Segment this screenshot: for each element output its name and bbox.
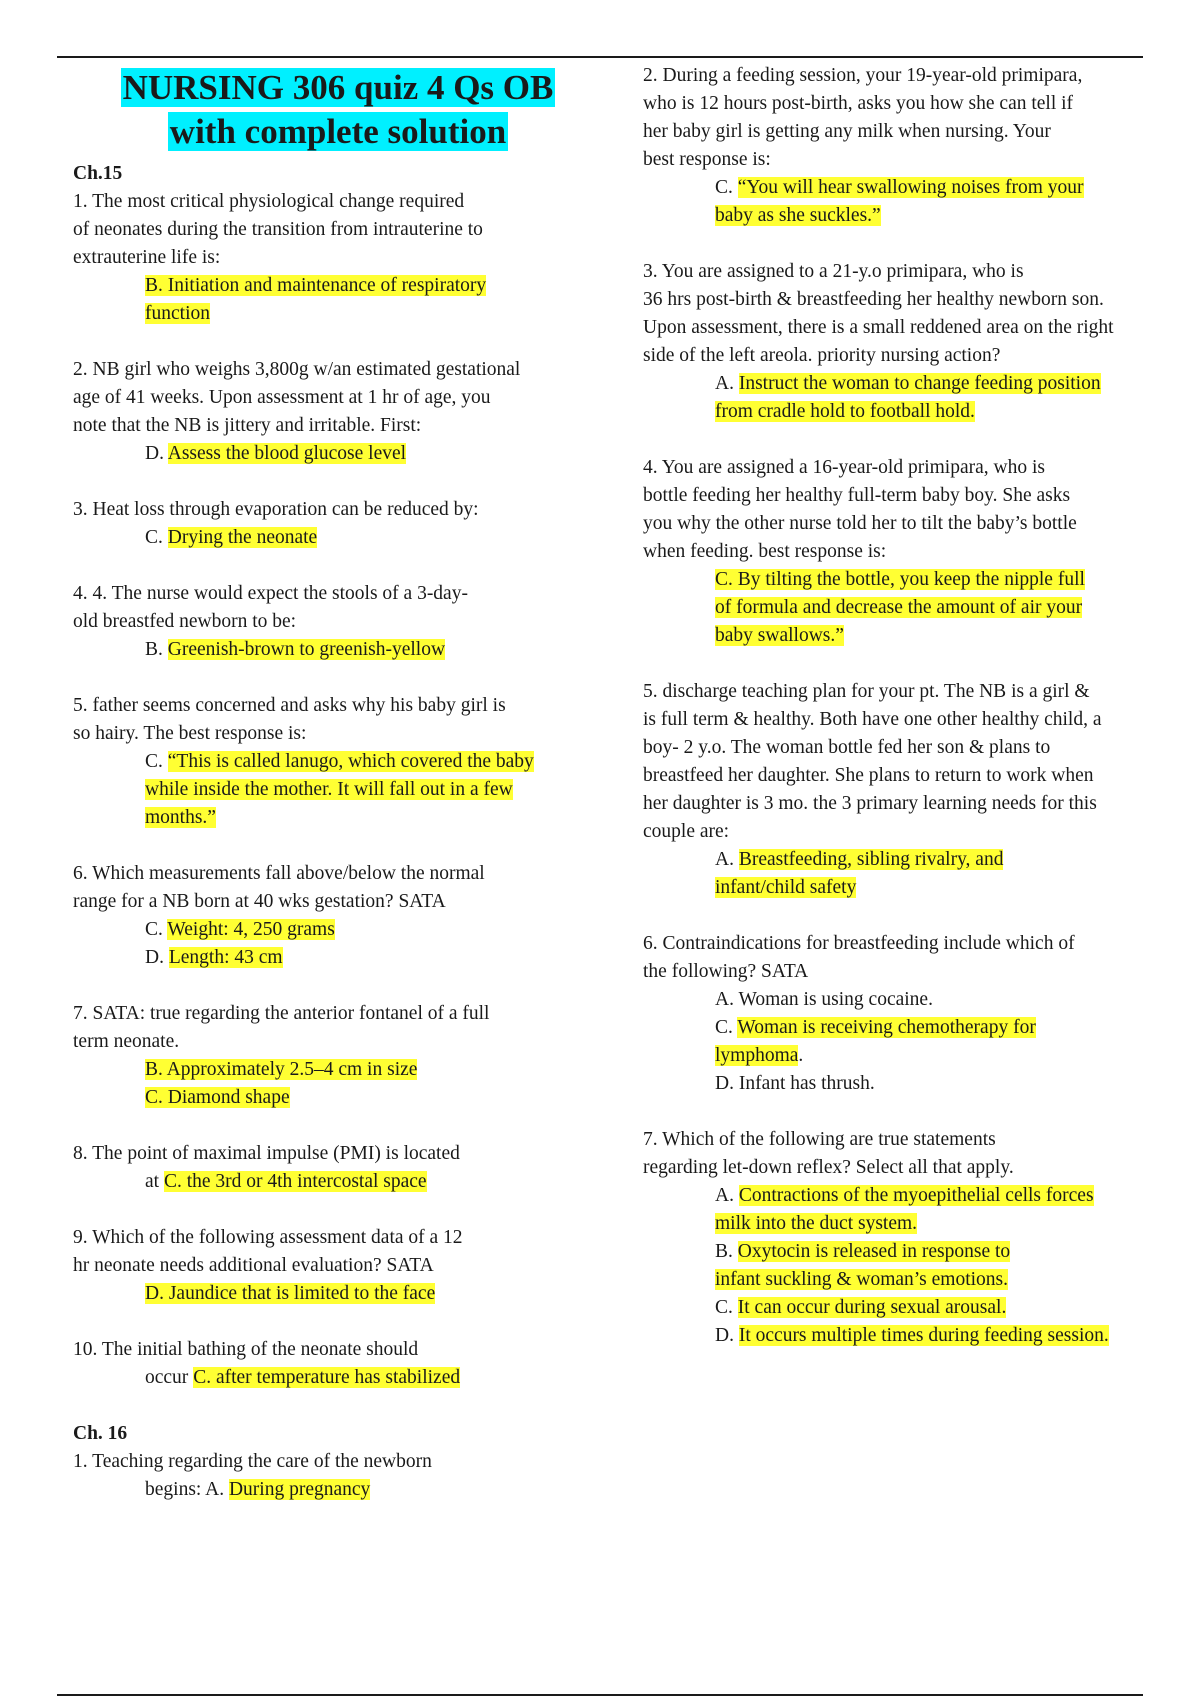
answer: D. Length: 43 cm (145, 947, 283, 968)
question-text: when feeding. best response is: (643, 541, 887, 562)
title-line-2: with complete solution (169, 112, 507, 151)
question-text: the following? SATA (643, 961, 809, 982)
answer: C. “You will hear swallowing noises from your (715, 177, 1084, 198)
left-column (73, 62, 603, 1532)
ch16-question-3 (643, 258, 1183, 426)
question-text: so hairy. The best response is: (73, 723, 307, 744)
answer: infant/child safety (715, 877, 857, 898)
answer: C. By tilting the bottle, you keep the nipple full (715, 569, 1085, 590)
question-text: 2. During a feeding session, your 19-year-old primipara, (643, 65, 1083, 86)
ch16-question-4 (643, 454, 1183, 650)
answer: A. Breastfeeding, sibling rivalry, and (715, 849, 1004, 870)
ch16-question-6 (643, 930, 1183, 1098)
answer: from cradle hold to football hold. (715, 401, 975, 422)
answer: D. Assess the blood glucose level (145, 443, 407, 464)
question-text: side of the left areola. priority nursing action? (643, 345, 1001, 366)
answer: C. “This is called lanugo, which covered the baby (145, 751, 534, 772)
answer: lymphoma. (715, 1045, 804, 1066)
question-text: regarding let-down reflex? Select all that apply. (643, 1157, 1014, 1178)
bottom-rule (57, 1694, 1143, 1696)
top-rule (57, 56, 1143, 58)
question-text: who is 12 hours post-birth, asks you how she can tell if (643, 93, 1074, 114)
question-4 (73, 580, 603, 664)
question-text: 9. Which of the following assessment data of a 12 (73, 1227, 463, 1248)
question-text: range for a NB born at 40 wks gestation? SATA (73, 891, 446, 912)
answer: milk into the duct system. (715, 1213, 918, 1234)
answer: begins: A. During pregnancy (145, 1479, 371, 1500)
question-10 (73, 1336, 603, 1392)
answer: B. Oxytocin is released in response to (715, 1241, 1011, 1262)
question-text: 8. The point of maximal impulse (PMI) is located (73, 1143, 460, 1164)
question-text: 7. SATA: true regarding the anterior fontanel of a full (73, 1003, 490, 1024)
option: D. Infant has thrush. (715, 1073, 875, 1094)
question-text: 5. father seems concerned and asks why his baby girl is (73, 695, 506, 716)
answer: of formula and decrease the amount of air your (715, 597, 1083, 618)
question-text: hr neonate needs additional evaluation? SATA (73, 1255, 434, 1276)
question-text: 2. NB girl who weighs 3,800g w/an estimated gestational (73, 359, 521, 380)
answer: baby as she suckles.” (715, 205, 881, 226)
question-text: term neonate. (73, 1031, 180, 1052)
question-5 (73, 692, 603, 832)
question-text: her baby girl is getting any milk when nursing. Your (643, 121, 1051, 142)
answer: months.” (145, 807, 216, 828)
question-text: boy- 2 y.o. The woman bottle fed her son & plans to (643, 737, 1051, 758)
question-text: breastfeed her daughter. She plans to return to work when (643, 765, 1094, 786)
question-text: couple are: (643, 821, 730, 842)
question-text: 7. Which of the following are true statements (643, 1129, 996, 1150)
answer: C. Woman is receiving chemotherapy for (715, 1017, 1036, 1038)
question-text: old breastfed newborn to be: (73, 611, 297, 632)
chapter-heading-16: Ch. 16 (73, 1423, 128, 1444)
question-3 (73, 496, 603, 552)
answer: D. It occurs multiple times during feeding session. (715, 1325, 1109, 1346)
question-text: note that the NB is jittery and irritable. First: (73, 415, 422, 436)
question-text: is full term & healthy. Both have one other healthy child, a (643, 709, 1102, 730)
option: A. Woman is using cocaine. (715, 989, 933, 1010)
question-text: 3. You are assigned to a 21-y.o primipara, who is (643, 261, 1024, 282)
question-text: her daughter is 3 mo. the 3 primary learning needs for this (643, 793, 1097, 814)
ch16-question-1 (73, 1448, 603, 1504)
answer: A. Contractions of the myoepithelial cells forces (715, 1185, 1094, 1206)
question-text: you why the other nurse told her to tilt the baby’s bottle (643, 513, 1077, 534)
question-text: 5. discharge teaching plan for your pt. The NB is a girl & (643, 681, 1090, 702)
answer: B. Approximately 2.5–4 cm in size (145, 1059, 418, 1080)
ch16-question-5 (643, 678, 1183, 902)
answer: C. Weight: 4, 250 grams (145, 919, 335, 940)
chapter-heading-15: Ch.15 (73, 163, 123, 184)
question-text: 6. Which measurements fall above/below the normal (73, 863, 485, 884)
question-text: bottle feeding her healthy full-term baby boy. She asks (643, 485, 1071, 506)
answer: D. Jaundice that is limited to the face (145, 1283, 436, 1304)
answer: baby swallows.” (715, 625, 844, 646)
question-text: best response is: (643, 149, 771, 170)
question-text: 6. Contraindications for breastfeeding include which of (643, 933, 1075, 954)
answer: C. It can occur during sexual arousal. (715, 1297, 1007, 1318)
ch16-question-7 (643, 1126, 1183, 1350)
question-2 (73, 356, 603, 468)
answer: A. Instruct the woman to change feeding position (715, 373, 1101, 394)
answer: infant suckling & woman’s emotions. (715, 1269, 1009, 1290)
question-text: 4. 4. The nurse would expect the stools of a 3-day- (73, 583, 468, 604)
answer: while inside the mother. It will fall out in a few (145, 779, 513, 800)
question-8 (73, 1140, 603, 1196)
question-7 (73, 1000, 603, 1112)
answer: C. Drying the neonate (145, 527, 318, 548)
answer: B. Initiation and maintenance of respiratory (145, 275, 487, 296)
page-title (73, 66, 603, 154)
question-6 (73, 860, 603, 972)
title-line-1: NURSING 306 quiz 4 Qs OB (122, 68, 554, 107)
answer: at C. the 3rd or 4th intercostal space (145, 1171, 427, 1192)
question-text: of neonates during the transition from intrauterine to (73, 219, 483, 240)
question-text: 36 hrs post-birth & breastfeeding her healthy newborn son. (643, 289, 1104, 310)
ch16-question-2 (643, 62, 1183, 230)
question-text: Upon assessment, there is a small reddened area on the right (643, 317, 1114, 338)
question-text: extrauterine life is: (73, 247, 221, 268)
answer: occur C. after temperature has stabilized (145, 1367, 461, 1388)
question-9 (73, 1224, 603, 1308)
answer: B. Greenish-brown to greenish-yellow (145, 639, 446, 660)
question-text: 3. Heat loss through evaporation can be reduced by: (73, 499, 479, 520)
answer: function (145, 303, 210, 324)
question-text: 10. The initial bathing of the neonate should (73, 1339, 419, 1360)
answer: C. Diamond shape (145, 1087, 290, 1108)
question-1 (73, 188, 603, 328)
question-text: age of 41 weeks. Upon assessment at 1 hr of age, you (73, 387, 491, 408)
question-text: 1. The most critical physiological change required (73, 191, 465, 212)
question-text: 1. Teaching regarding the care of the newborn (73, 1451, 432, 1472)
question-text: 4. You are assigned a 16-year-old primipara, who is (643, 457, 1045, 478)
right-column (643, 62, 1183, 1378)
